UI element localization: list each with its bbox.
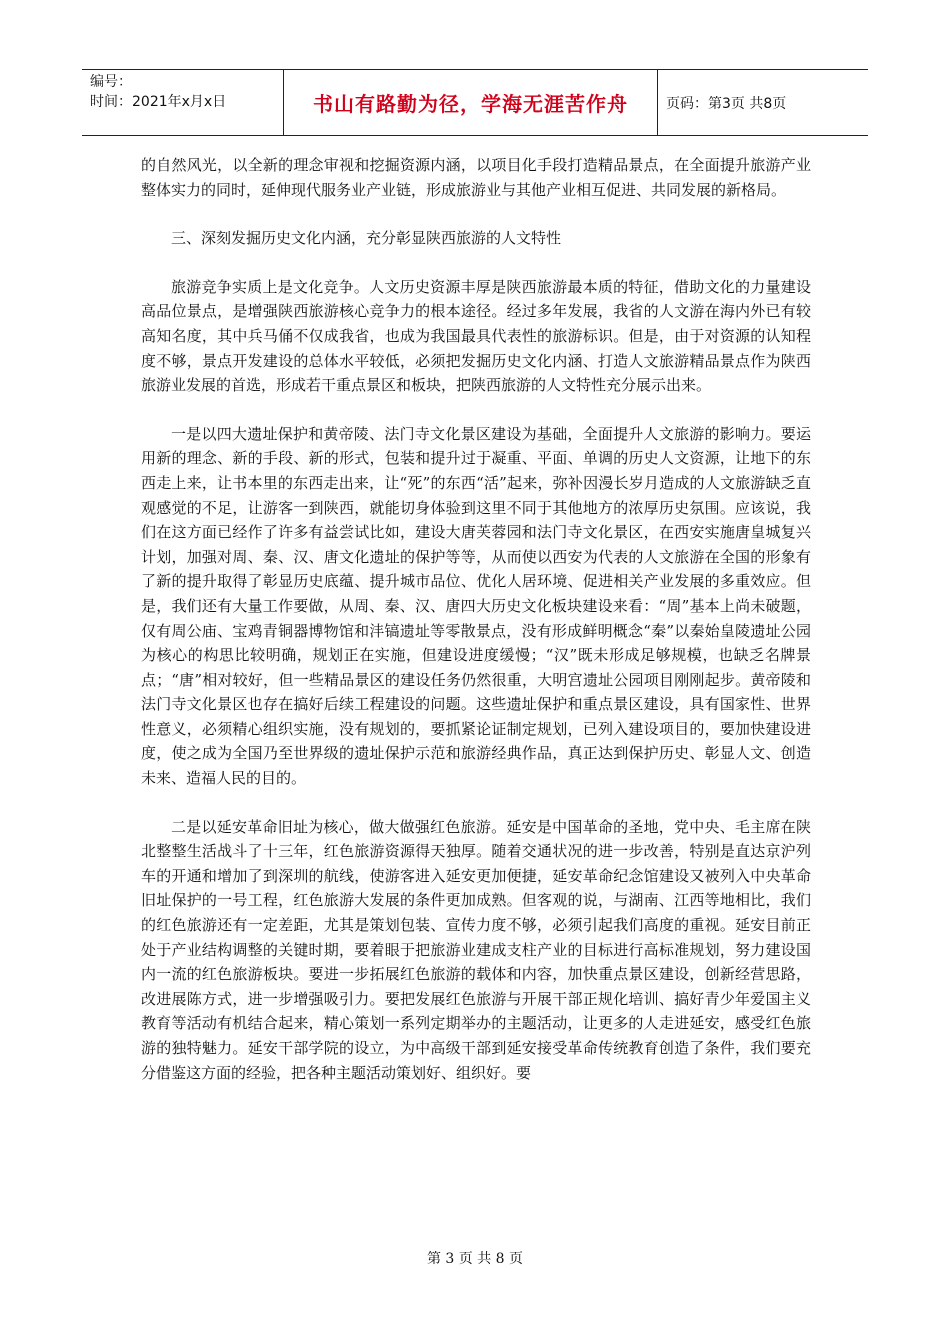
- paragraph: 旅游竞争实质上是文化竞争。人文历史资源丰厚是陕西旅游最本质的特征，借助文化的力量建设高品位景点，是增强陕西旅游核心竞争力的根本途径。经过多年发展，我省的人文游在海内外已有较高知名度，其中兵马俑不仅成我省，也成为我国最具代表性的旅游标识。但是，由于对资源的认知程度不够，景点开发建设的总体水平较低，必须把发掘历史文化内涵、打造人文旅游精品景点作为陕西旅游业发展的首选，形成若干重点景区和板块，把陕西旅游的人文特性充分展示出来。: [141, 277, 811, 395]
- header-meta-cell: [82, 70, 284, 135]
- page-footer: 第 3 页 共 8 页: [426, 1251, 524, 1267]
- page-info: 页码：第3页 共8页: [666, 95, 787, 112]
- paragraph: 二是以延安革命旧址为核心，做大做强红色旅游。延安是中国革命的圣地，党中央、毛主席在陕北整整生活战斗了十三年，红色旅游资源得天独厚。随着交通状况的进一步改善，特别是直达京沪列车的开通和增加了到深圳的航线，使游客进入延安更加便捷，延安革命纪念馆建设又被列入中央革命旧址保护的一号工程，红色旅游大发展的条件更加成熟。但客观的说，与湖南、江西等地相比，我们的红色旅游还有一定差距，尤其是策划包装、宣传力度不够，必须引起我们高度的重视。延安目前正处于产业结构调整的关键时期，要着眼于把旅游业建成支柱产业的目标进行高标准规划，努力建设国内一流的红色旅游板块。要进一步拓展红色旅游的载体和内容，加快重点景区建设，创新经营思路，改进展陈方式，进一步增强吸引力。要把发展红色旅游与开展干部正规化培训、搞好青少年爱国主义教育等活动有机结合起来，精心策划一系列定期举办的主题活动，让更多的人走进延安，感受红色旅游的独特魅力。延安干部学院的设立，为中高级干部到延安接受革命传统教育创造了条件，我们要充分借鉴这方面的经验，把各种主题活动策划好、组织好。要: [141, 817, 811, 1082]
- motto-banner: 书山有路勤为径，学海无涯苦作舟: [284, 70, 658, 135]
- paragraph-continued: 的自然风光，以全新的理念审视和挖掘资源内涵，以项目化手段打造精品景点，在全面提升旅游产业整体实力的同时，延伸现代服务业产业链，形成旅游业与其他产业相互促进、共同发展的新格局。: [141, 156, 811, 199]
- section-heading: 三、深刻发掘历史文化内涵，充分彰显陕西旅游的人文特性: [171, 229, 562, 248]
- paragraph: 一是以四大遗址保护和黄帝陵、法门寺文化景区建设为基础，全面提升人文旅游的影响力。要运用新的理念、新的手段、新的形式，包装和提升过于凝重、平面、单调的历史人文资源，让地下的东西走上来，让书本里的东西走出来，让“死”的东西“活”起来，弥补因漫长岁月造成的人文旅游缺乏直观感觉的不足，让游客一到陕西，就能切身体验到这里不同于其他地方的浓厚历史氛围。应该说，我们在这方面已经作了许多有益尝试比如，建设大唐芙蓉园和法门寺文化景区，在西安实施唐皇城复兴计划，加强对周、秦、汉、唐文化遗址的保护等等，从而使以西安为代表的人文旅游在全国的形象有了新的提升取得了彰显历史底蕴、提升城市品位、优化人居环境、促进相关产业发展的多重效应。但是，我们还有大量工作要做，从周、秦、汉、唐四大历史文化板块建设来看：“周”基本上尚未破题，仅有周公庙、宝鸡青铜器博物馆和沣镐遗址等零散景点，没有形成鲜明概念“秦”以秦始皇陵遗址公园为核心的构思比较明确，规划正在实施，但建设进度缓慢；“汉”既未形成足够规模，也缺乏名牌景点；“唐”相对较好，但一些精品景区的建设任务仍然很重，大明宫遗址公园项目刚刚起步。黄帝陵和法门寺文化景区也存在搞好后续工程建设的问题。这些遗址保护和重点景区建设，具有国家性、世界性意义，必须精心组织实施，没有规划的，要抓紧论证制定规划，已列入建设项目的，要加快建设进度，使之成为全国乃至世界级的遗址保护示范和旅游经典作品，真正达到保护历史、彰显人文、创造未来、造福人民的目的。: [141, 424, 811, 788]
- time-label: 时间：2021年x月x日: [90, 94, 227, 110]
- number-label: 编号：: [90, 74, 132, 90]
- page-header: [82, 69, 868, 136]
- document-body: [141, 153, 811, 1109]
